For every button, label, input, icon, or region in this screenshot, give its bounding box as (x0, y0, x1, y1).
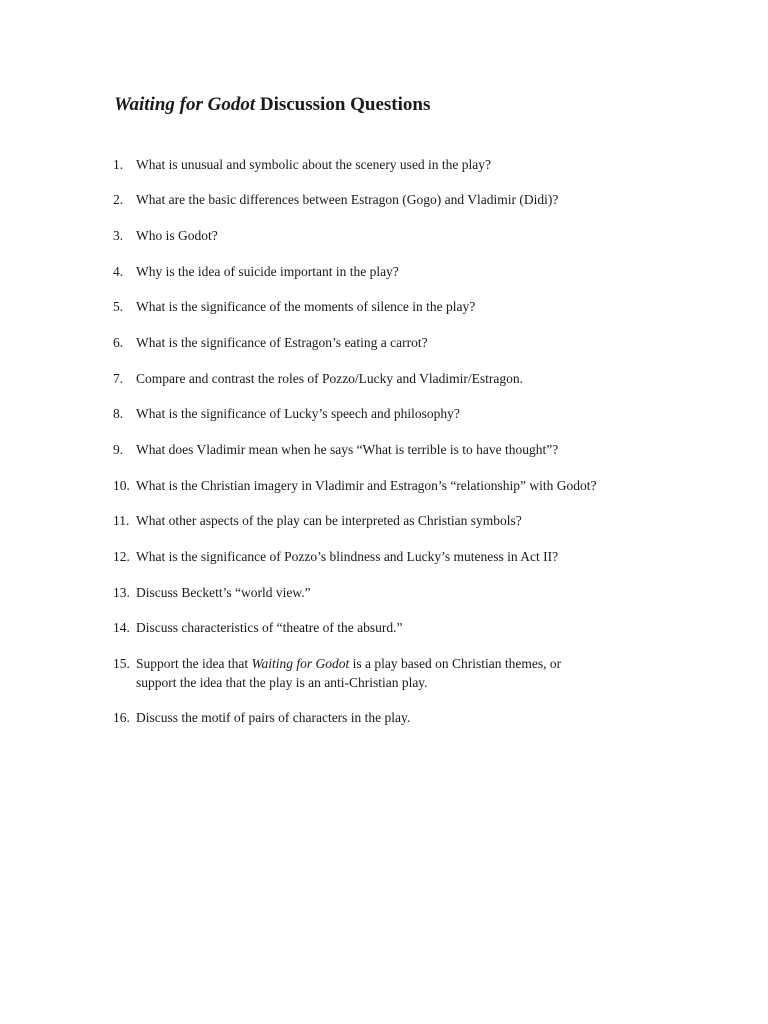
question-text: What is the significance of Lucky’s speech and philosophy? (136, 406, 460, 421)
question-text: What is the significance of Pozzo’s blindness and Lucky’s muteness in Act II? (136, 549, 559, 564)
question-number: 11. (113, 513, 130, 528)
question-text: Discuss characteristics of “theatre of the absurd.” (136, 620, 403, 635)
question-text: What other aspects of the play can be interpreted as Christian symbols? (136, 513, 522, 528)
question-number: 9. (113, 442, 124, 457)
question-text (136, 654, 561, 673)
question-text: Discuss the motif of pairs of characters in the play. (136, 710, 411, 725)
question-text: What is the significance of Estragon’s eating a carrot? (136, 335, 428, 350)
question-text-start: Support the idea that (136, 656, 252, 671)
title-suffix: Discussion Questions (255, 94, 431, 115)
question-text: Why is the idea of suicide important in the play? (136, 264, 399, 279)
question-text: What does Vladimir mean when he says “What is terrible is to have thought”? (136, 442, 559, 457)
question-text: What are the basic differences between Estragon (Gogo) and Vladimir (Didi)? (136, 192, 559, 207)
question-number: 2. (113, 192, 124, 207)
question-number: 3. (113, 228, 124, 243)
question-number: 12. (113, 549, 130, 564)
question-number: 4. (113, 264, 124, 279)
question-number: 13. (113, 585, 130, 600)
question-text-continuation: support the idea that the play is an anti-Christian play. (136, 675, 428, 690)
question-number: 8. (113, 406, 124, 421)
question-number: 5. (113, 299, 124, 314)
question-number: 15. (113, 656, 130, 671)
question-number: 10. (113, 478, 130, 493)
question-text: What is the Christian imagery in Vladimir and Estragon’s “relationship” with Godot? (136, 478, 597, 493)
question-text-end: is a play based on Christian themes, or (349, 656, 562, 671)
question-text: What is unusual and symbolic about the scenery used in the play? (136, 157, 492, 172)
title-play-name: Waiting for Godot (114, 94, 256, 115)
question-text: What is the significance of the moments of silence in the play? (136, 299, 476, 314)
question-number: 6. (113, 335, 124, 350)
play-name: Waiting for Godot (251, 656, 350, 671)
question-text: Discuss Beckett’s “world view.” (136, 585, 311, 600)
document-title (114, 92, 430, 118)
question-text: Compare and contrast the roles of Pozzo/Lucky and Vladimir/Estragon. (136, 371, 524, 386)
question-number: 1. (113, 157, 124, 172)
question-number: 16. (113, 710, 130, 725)
question-text: Who is Godot? (136, 228, 218, 243)
question-number: 7. (113, 371, 124, 386)
question-number: 14. (113, 620, 130, 635)
